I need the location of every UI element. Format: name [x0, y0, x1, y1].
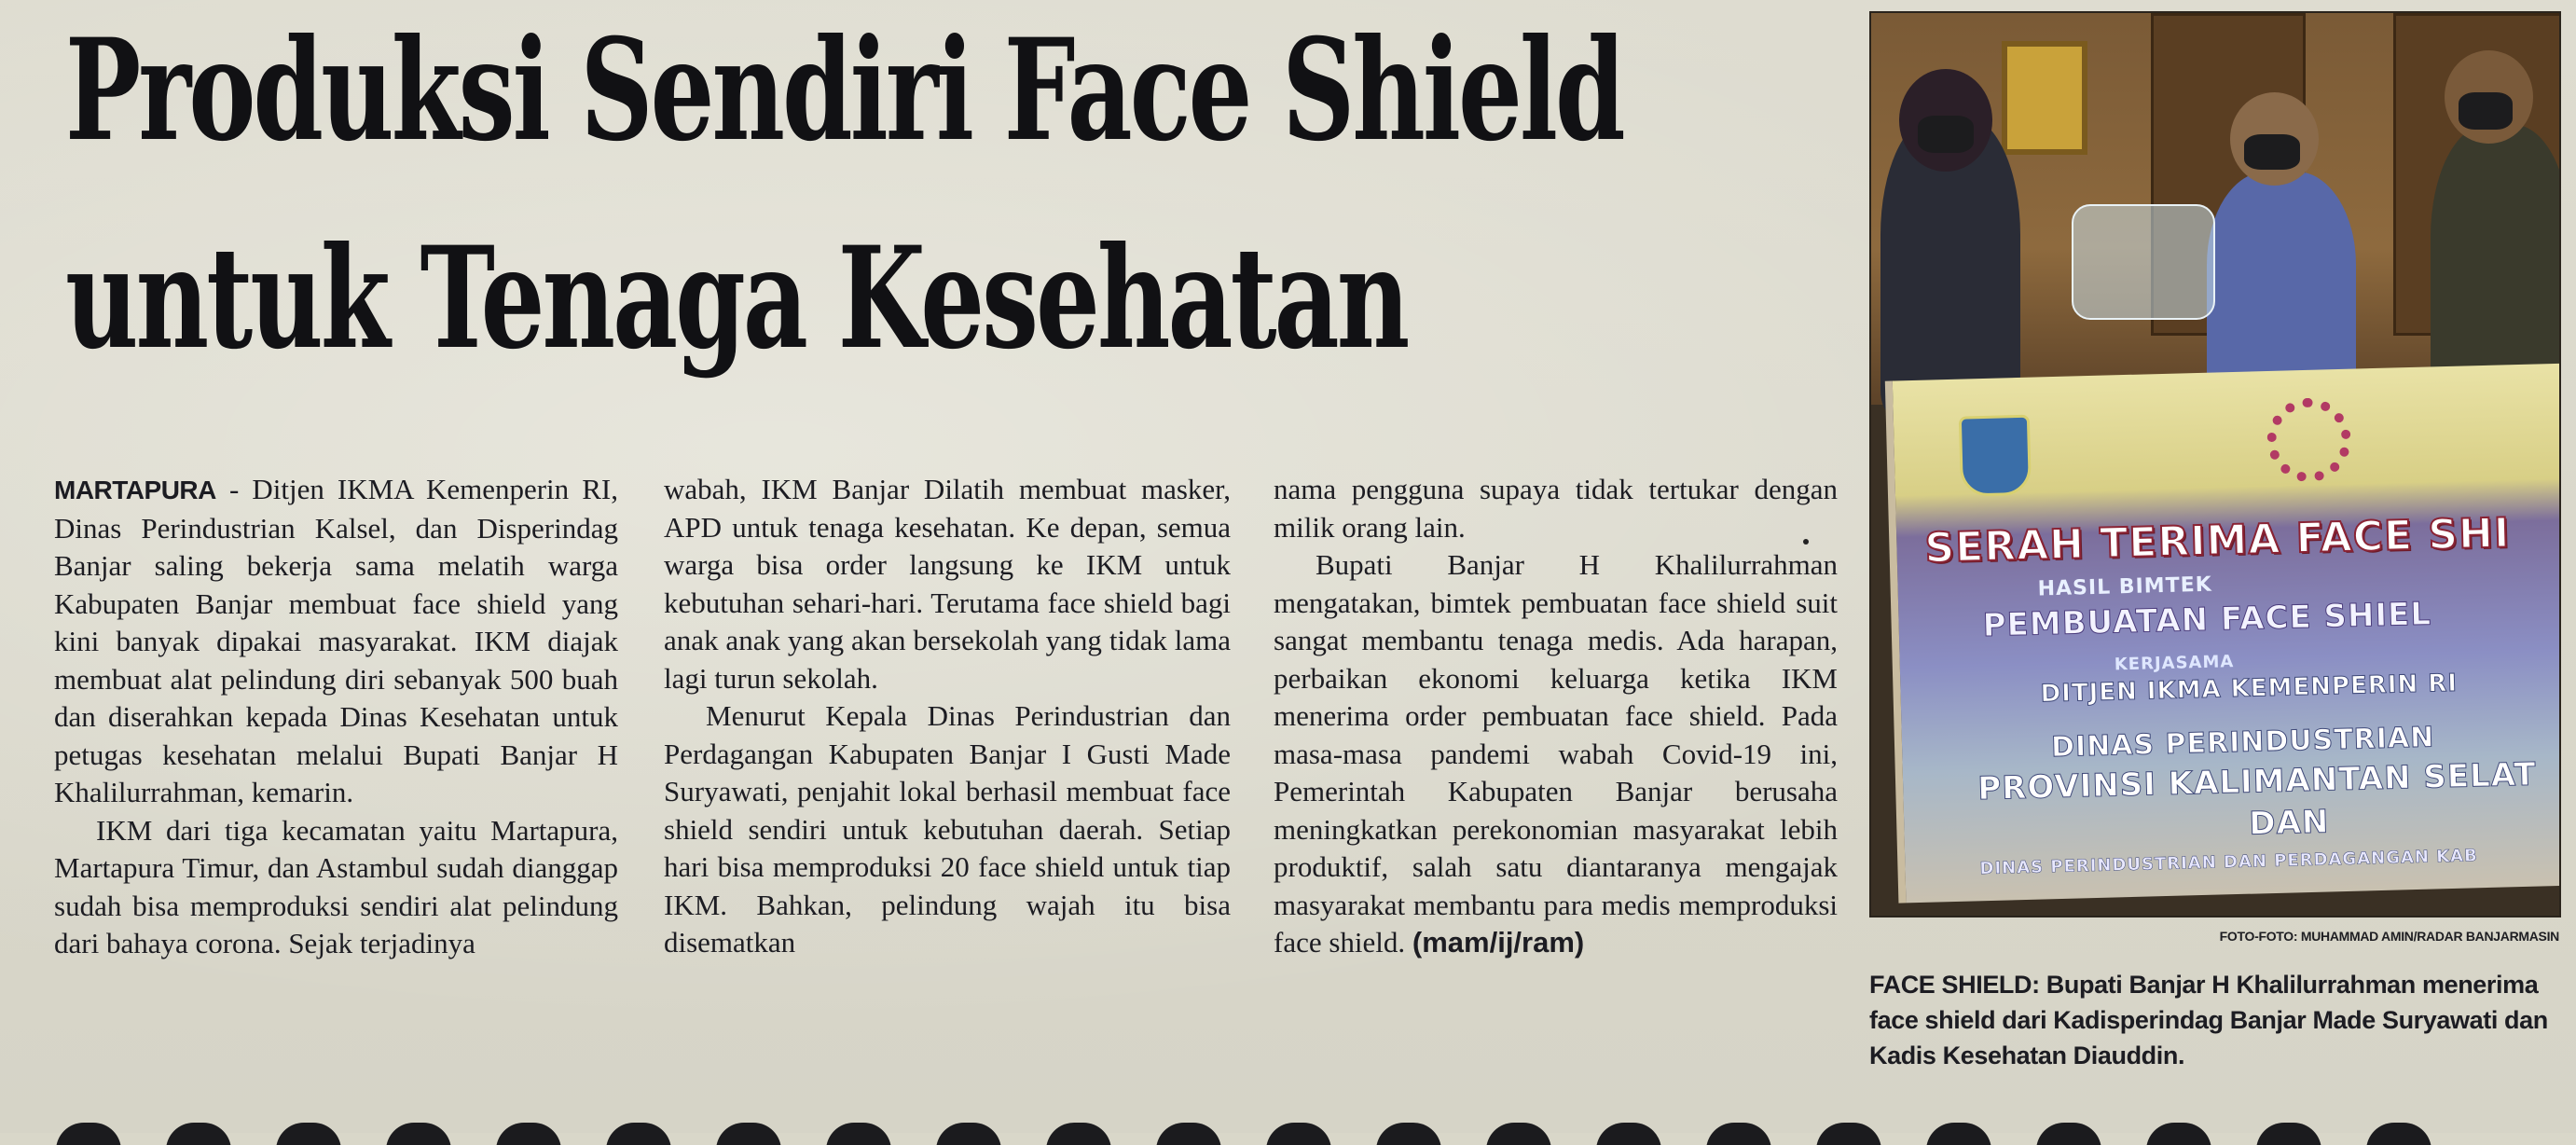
banner-text: DINAS PERINDUSTRIAN [2050, 721, 2435, 765]
next-article-headline-cropped [56, 1108, 2573, 1145]
banner-text: DAN [2248, 803, 2330, 843]
paragraph: Menurut Kepala Dinas Perindustrian dan Perdagangan Kabupaten Banjar I Gusti Made Suryawati, penjahit lokal berhasil membuat face shield sendiri untuk kebutuhan daerah. Setiap hari bisa memproduksi 20 face shield untuk tiap IKM. Bahkan, pelindung wajah itu bisa disematkan [664, 699, 1231, 959]
banner-text: DINAS PERINDUSTRIAN DAN PERDAGANGAN KAB [1979, 846, 2479, 879]
banner-text: DITJEN IKMA KEMENPERIN RI [2040, 669, 2459, 709]
paragraph-text: - Ditjen IKMA Kemenperin RI, Dinas Perindustrian Kalsel, dan Disperindag Banjar saling bekerja sama melatih warga Kabupaten Banjar membuat face shield yang kini banyak dipakai masyarakat. IKM diajak membuat alat pelindung diri sebanyak 500 buah dan diserahkan kepada Dinas Kesehatan untuk petugas kesehatan melalui Bupati Banjar H Khalilurrahman, kemarin. [54, 473, 618, 808]
banner-text: SERAH TERIMA FACE SHI [1923, 509, 2511, 572]
photo-mask [1918, 116, 1974, 153]
article-column-3 [1274, 471, 1838, 962]
headline-line-2: untuk Tenaga Kesehatan [65, 216, 1408, 380]
paragraph-text: Bupati Banjar H Khalilurrahman mengatakan, bimtek pembuatan face shield suit sangat membantu tenaga medis. Ada harapan, perbaikan ekonomi keluarga ketika IKM menerima order pembuatan face shield. Pada masa-masa pandemi wabah Covid-19 ini, Pemerintah Kabupaten Banjar berusaha meningkatkan perekonomian masyarakat lebih produktif, salah satu diantaranya mengajak masyarakat membantu para medis memproduksi face shield. [1274, 548, 1838, 959]
banner-text: KERJASAMA [2114, 652, 2235, 675]
news-photo [1869, 11, 2561, 917]
photo-wall-frame [2002, 41, 2087, 155]
ink-dot [1803, 539, 1809, 545]
flower-logo-icon [2266, 397, 2351, 483]
paragraph: nama pengguna supaya tidak tertukar dengan milik orang lain. [1274, 473, 1838, 544]
banner-text: PROVINSI KALIMANTAN SELAT [1977, 755, 2538, 808]
paragraph [54, 471, 618, 812]
article-column-2 [664, 471, 1231, 962]
paragraph [1274, 546, 1838, 962]
photo-credit: FOTO-FOTO: MUHAMMAD AMIN/RADAR BANJARMASIN [2219, 929, 2559, 944]
photo-mask [2459, 92, 2513, 130]
article-column-1 [54, 471, 618, 963]
regency-emblem-icon [1959, 415, 2032, 497]
photo-person-right [2431, 125, 2561, 405]
author-signature: (mam/ij/ram) [1412, 926, 1585, 959]
photo-caption: FACE SHIELD: Bupati Banjar H Khalilurrahman menerima face shield dari Kadisperindag Banjar Made Suryawati dan Kadis Kesehatan Diauddin. [1869, 971, 2548, 1069]
banner-text: PEMBUATAN FACE SHIEL [1982, 595, 2432, 645]
photo-mask [2244, 134, 2300, 170]
paragraph: wabah, IKM Banjar Dilatih membuat masker, APD untuk tenaga kesehatan. Ke depan, semua warga bisa order langsung ke IKM untuk kebutuhan sehari-hari. Terutama face shield bagi anak anak yang akan bersekolah yang tidak lama lagi turun sekolah. [664, 473, 1231, 695]
paragraph: IKM dari tiga kecamatan yaitu Martapura, Martapura Timur, dan Astambul sudah dianggap sudah bisa memproduksi sendiri alat pelindung dari bahaya corona. Sejak terjadinya [54, 813, 618, 959]
banner-text: HASIL BIMTEK [2037, 572, 2213, 601]
headline-line-1: Produksi Sendiri Face Shield [65, 8, 1623, 172]
dateline: MARTAPURA [54, 476, 216, 504]
face-shield-package [2072, 204, 2215, 320]
photo-banner [1885, 363, 2561, 903]
